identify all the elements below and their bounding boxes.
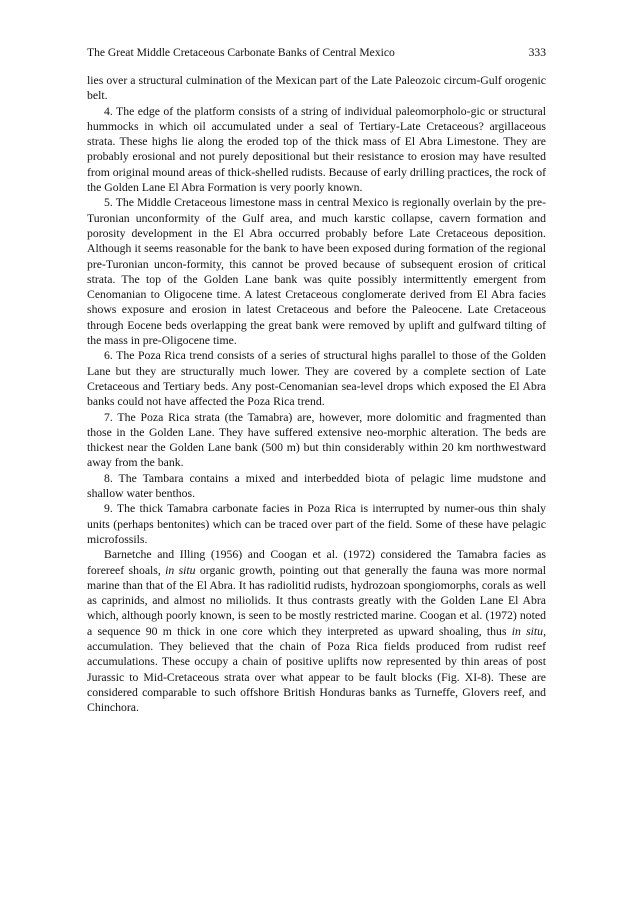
text-segment: 5. The Middle Cretaceous limestone mass in central Mexico is regionally overlain by the pre-Turonian unconformity of the Gulf area, and much karstic collapse, cavern formation and porosity development in the El Abra occurred probably before Late Cretaceous deposition. Although it seems reasonable for the bank to have been exposed during formation of the regional pre-Turonian uncon-formity, this cannot be proved because of subsequent erosion of critical strata. The top of the Golden Lane bank was quite possibly intermittently emergent from Cenomanian to Oligocene time. A latest Cretaceous conglomerate derived from El Abra facies shows exposure and erosion in latest Cretaceous and before the Paleocene. Late Cretaceous through Eocene beds overlapping the great bank were removed by uplift and gulfward tilting of the mass in pre-Oligocene time.: [87, 196, 546, 348]
running-title: The Great Middle Cretaceous Carbonate Banks of Central Mexico: [87, 46, 395, 59]
running-header: [87, 46, 546, 60]
book-page: [87, 46, 546, 715]
page-number: 333: [528, 46, 546, 59]
text-segment: lies over a structural culmination of the Mexican part of the Late Paleozoic circum-Gulf orogenic belt.: [87, 74, 546, 103]
text-segment: Barnetche and Illing (1956) and Coogan et al. (1972) considered the Tamabra facies as forereef shoals,: [87, 548, 546, 577]
paragraph: [87, 547, 546, 715]
text-segment: 6. The Poza Rica trend consists of a series of structural highs parallel to those of the Golden Lane but they are structurally much lower. They are covered by a complete section of Late Cretaceous and Tertiary beds. Any post-Cenomanian sea-level drops which exposed the El Abra banks could not have affected the Poza Rica trend.: [87, 349, 546, 409]
paragraph: [87, 195, 546, 348]
text-segment: 8. The Tambara contains a mixed and interbedded biota of pelagic lime mudstone and shallow water benthos.: [87, 471, 546, 501]
paragraph: [87, 471, 546, 502]
body-text: [87, 73, 546, 715]
paragraph: [87, 348, 546, 409]
text-segment: organic growth, pointing out that generally the fauna was more normal marine than that of the El Abra. It has radiolitid rudists, hydrozoan spongiomorphs, corals as well as caprinids, and almost no miliolids. It thus contrasts greatly with the Golden Lane El Abra which, although poorly known, is seen to be mostly restricted marine. Coogan et al. (1972) noted a sequence 90 m thick in one core which they interpreted as upward shoaling, thus: [87, 563, 546, 638]
text-segment: 7. The Poza Rica strata (the Tamabra) are, however, more dolomitic and fragmented than those in the Golden Lane. They have suffered extensive neo-morphic alteration. The beds are thickest near the Golden Lane bank (500 m) but thin considerably within 20 km northwestward away from the bank.: [87, 410, 546, 470]
italic-term: in situ: [511, 624, 544, 638]
text-segment: , accumulation. They believed that the chain of Poza Rica fields produced from rudist reef accumulations. These occupy a chain of positive uplifts now represented by thin areas of post Jurassic to Mid-Cretaceous strata over what appear to be fault blocks (Fig. XI-8). These are considered comparable to such offshore British Honduras banks as Turneffe, Glovers reef, and Chinchora.: [87, 624, 546, 715]
paragraph: [87, 73, 546, 104]
italic-term: in situ: [165, 563, 196, 577]
text-segment: 4. The edge of the platform consists of a string of individual paleomorpholo-gic or structural hummocks in which oil accumulated under a seal of Tertiary-Late Cretaceous? argillaceous strata. These highs lie along the eroded top of the thick mass of El Abra Limestone. They are probably erosional and not purely depositional but their resistance to erosion may have resulted from original mound areas of thick-shelled rudists. Because of early drilling practices, the rock of the Golden Lane El Abra Formation is very poorly known.: [87, 104, 546, 195]
text-segment: 9. The thick Tamabra carbonate facies in Poza Rica is interrupted by numer-ous thin shaly units (perhaps bentonites) which can be traced over part of the field. Some of these have pelagic microfossils.: [87, 502, 546, 546]
paragraph: [87, 501, 546, 547]
paragraph: [87, 410, 546, 471]
paragraph: [87, 104, 546, 196]
